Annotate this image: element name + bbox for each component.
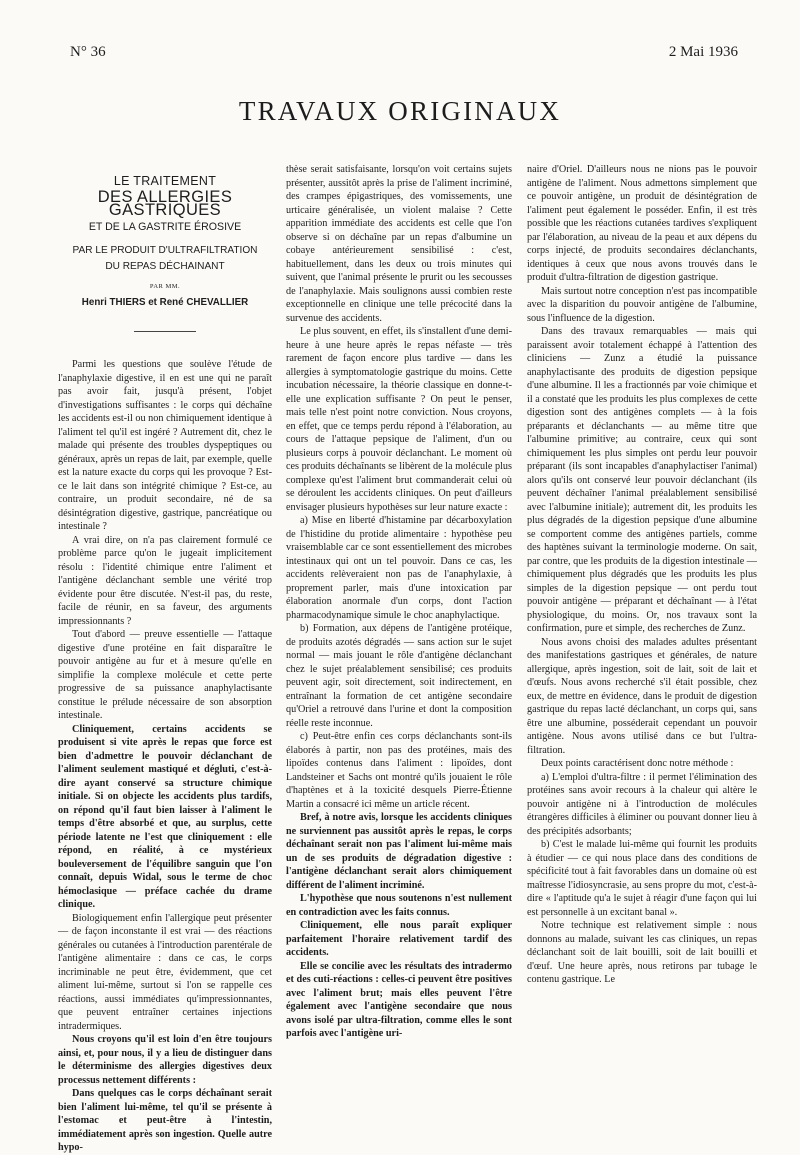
article-title-block bbox=[58, 175, 272, 332]
paragraph: Elle se concilie avec les résultats des intradermo et des cuti-réactions : celles-ci peuvent être positives avec l'aliment brut; mais elles peuvent l'être également avec l'antigène secondaire que nous avons isolé par ultra-filtration, comme elles le sont parfois avec l'antigène uri- bbox=[286, 960, 512, 1039]
paragraph: L'hypothèse que nous soutenons n'est nullement en contradiction avec les faits connus. bbox=[286, 893, 512, 918]
paragraph: Dans des travaux remarquables — mais qui paraissent avoir totalement échappé à l'attention des cliniciens — Zunz a étudié la puissance anaphylactisante des produits de digestion pepsique d'une albumine. Il les a fractionnés par voie chimique et il a constaté que les produits les plus complexes de cette digestion sont des antigènes complets — à la fois préparants et déclanchants — au même titre que l'albumine primitive; au contraire, ceux qui sont chimiquement les plus simples ont perdu leur pouvoir préparant (ils sont incapables d'anaphylactiser l'animal) alors qu'ils ont conservé leur pouvoir déclanchant (ils peuvent déchaîner l'animal préalablement sensibilisé avec l'albumine initiale); autrement dit, les produits les plus dégradés de la digestion pepsique d'une albumine se comportent comme des antigènes partiels, comme des haptènes suivant la terminologie moderne. On sait, par contre, que les produits de la digestion intestinale — chimiquement plus dégradés que les produits les plus simples de la digestion pepsique — ont perdu tout pouvoir antigène — préparant et déchaînant — à l'état physiologique, du moins. Or, nos travaux sont la confirmation, pure et simple, des recherches de Zunz. bbox=[527, 326, 757, 634]
article-subtitle-line-1: PAR LE PRODUIT D'ULTRAFILTRATION bbox=[72, 245, 258, 256]
paragraph: a) Mise en liberté d'histamine par décarboxylation de l'histidine du protide alimentaire : hypothèse peu vraisemblable car ce sont essentiellement des microbes intestinaux qui ont un tel pouvoir. Dans ce cas, les accidents relèveraient non pas de l'anaphylaxie, à proprement parler, mais d'une intoxication par élaboration anormale d'un corps, dont l'action pharmacodynamique simule le choc anaphylactique. bbox=[286, 515, 512, 621]
paragraph: Le plus souvent, en effet, ils s'installent d'une demi-heure à une heure après le repas néfaste — très rarement de façon encore plus tardive — dans les allergies à symptomatologie gastrique du moins. Cette incubation nécessaire, la théorie classique en donne-t-elle une explication suffisante ? On peut le penser, mais telle n'est point notre conviction. Nous croyons, en effet, que ce temps perdu répond à l'élaboration, au cours de l'attaque pepsique de l'aliment, d'un ou plusieurs corps à pouvoir déclanchant. Le moment où ces produits déchaînants se libèrent de la molécule plus complexe qu'est l'aliment brut commanderait celui où se déroulent les accidents cliniques. On peut d'ailleurs envisager plusieurs hypothèses sur leur nature exacte : bbox=[286, 326, 512, 513]
paragraph: Notre technique est relativement simple : nous donnons au malade, suivant les cas cliniques, un repas déclanchant soit de lait bouilli, soit de lait bouilli et d'œuf. Une heure après, nous retirons par tubage le contenu gastrique. Le bbox=[527, 920, 757, 985]
column-3 bbox=[527, 163, 757, 987]
column-1 bbox=[58, 163, 272, 1155]
paragraph: Deux points caractérisent donc notre méthode : bbox=[541, 758, 734, 769]
paragraph: c) Peut-être enfin ces corps déclanchants sont-ils élaborés à partir, non pas des protéines, mais des lipoïdes contenus dans l'aliment : lipoïdes, dont Landsteiner et Sachs ont montré qu'ils jouaient le rôle d'haptènes et à la toxicité desquels Pierre-Étienne Martin a consacré ici même un article récent. bbox=[286, 731, 512, 810]
paragraph: Tout d'abord — preuve essentielle — l'attaque digestive d'une protéine en fait disparaître le pouvoir antigène au fur et à mesure qu'elle en simplifie la complexe molécule et cette perte progressive de sa puissance anaphylactisante constitue le prélude nécessaire de son absorption intestinale. bbox=[58, 629, 272, 721]
paragraph: Cliniquement, certains accidents se produisent si vite après le repas que force est bien d'admettre le pouvoir déclanchant de l'aliment seulement mastiqué et dégluti, c'est-à-dire ayant conservé sa structure chimique initiale. Si on objecte les accidents plus tardifs, on répond qu'il faut bien laisser à l'aliment le temps d'être absorbé et que, au surplus, cette période latente ne l'est que cliniquement : elle répond, en réalité, à ce mystérieux bouleversement de l'équilibre sanguin que l'on connaît, depuis Widal, sous le terme de choc hémoclasique — préface cachée du drame clinique. bbox=[58, 723, 272, 910]
article-title-line-3: ET DE LA GASTRITE ÉROSIVE bbox=[88, 220, 242, 233]
article-title-line-2: DES ALLERGIES GASTRIQUES bbox=[97, 187, 233, 219]
issue-date: 2 Mai 1936 bbox=[668, 44, 738, 60]
paragraph: Bref, à notre avis, lorsque les accidents cliniques ne surviennent pas aussitôt après le repas, le corps déchaînant serait non pas l'aliment lui-même mais un de ses produits de dégradation digestive : l'antigène déclanchant serait alors chimiquement différent de l'aliment incriminé. bbox=[286, 812, 512, 891]
paragraph: A vrai dire, on n'a pas clairement formulé ce problème parce qu'on le jugeait implicitement résolu : l'identité chimique entre l'aliment et l'antigène déclanchant semble une vérité trop évidente pour être discutée. N'est-il pas, du reste, facile de réunir, en sa faveur, des arguments impressionnants ? bbox=[58, 534, 272, 627]
paragraph: Biologiquement enfin l'allergique peut présenter — de façon inconstante il est vrai — des réactions générales ou cutanées à l'introduction parentérale de l'antigène alimentaire : dans ce cas, le corps incriminable ne peut être, évidemment, que cet aliment lui-même, surtout si l'on se rappelle ces réactions, aussi immédiates qu'impressionnantes, que peuvent entraîner certaines injections intradermiques. bbox=[58, 912, 272, 1032]
paragraph: thèse serait satisfaisante, lorsqu'on voit certains sujets présenter, aussitôt après la prise de l'aliment incriminé, des crampes épigastriques, des vomissements, une urticaire généralisée, un violent malaise ? Cette apparition immédiate des accidents est celle que l'on observe si on déchaîne par un repas d'albumine un cobaye antérieurement sensibilisé : c'est, habituellement, dans les deux ou trois minutes qui suivent, que l'animal présente le prurit ou les secousses de l'anaphylaxie. Mais soulignons aussi combien reste exceptionnelle en clinique une telle précocité dans la survenue des accidents. bbox=[286, 164, 512, 324]
column-2 bbox=[286, 163, 512, 1041]
paragraph: b) Formation, aux dépens de l'antigène protéique, de produits azotés dégradés — sans action sur le sujet normal — mais jouant le rôle d'antigène déclanchant chez le sujet préalablement sensibilisé; ces produits peuvent agir, soit directement, soit indirectement, en entraînant la formation de cet antigène secondaire qu'Oriel a retrouvé dans l'urine et dont la composition réelle reste inconnue. bbox=[286, 623, 512, 729]
paragraph: b) C'est le malade lui-même qui fournit les produits à étudier — ce qui nous place dans des conditions de spécificité tout à fait favorables dans un domaine où est maîtresse l'idiosyncrasie, au sens propre du mot, c'est-à-dire « l'aptitude qu'a le sujet à réagir d'une façon qui lui est personnelle à un excitant banal ». bbox=[527, 839, 757, 918]
paragraph: Nous croyons qu'il est loin d'en être toujours ainsi, et, pour nous, il y a lieu de distinguer dans le déterminisme des allergies digestives deux processus nettement différents : bbox=[58, 1034, 272, 1086]
issue-number: N° 36 bbox=[70, 44, 106, 60]
article-title-line-1: LE TRAITEMENT bbox=[113, 174, 217, 188]
article-subtitle-line-2: DU REPAS DÉCHAINANT bbox=[105, 260, 225, 272]
paragraph: Parmi les questions que soulève l'étude de l'anaphylaxie digestive, il en est une qui ne paraît pas avoir fait, jusqu'à présent, l'objet d'investigations suffisantes : le corps qui déchaîne les accidents est-il ou non chimiquement identique à l'aliment tel qu'il est ingéré ? Autrement dit, chez le malade qui présente des troubles dyspeptiques ou généraux, après un repas de lait, par exemple, quelle est la nature exacte du corps qui les provoque ? Est-ce le lait dans son intégrité chimique ? Est-ce, au contraire, un produit secondaire, né de sa désintégration digestive, gastrique, pancréatique ou intestinale ? bbox=[58, 359, 272, 532]
paragraph: Nous avons choisi des malades adultes présentant des manifestations gastriques et générales, de nature allergique, après ingestion, soit de lait, soit de lait et d'œufs. Nous avons recherché s'il était possible, chez eux, de mettre en évidence, dans le produit de digestion gastrique du repas lacté déclanchant, un corps qui, sans être une albumine, posséderait cependant un pouvoir antigène. Nous avons utilisé dans ce but l'ultra-filtration. bbox=[527, 636, 757, 756]
paragraph: Cliniquement, elle nous paraît expliquer parfaitement l'horaire relativement tardif des accidents. bbox=[286, 920, 512, 958]
title-divider bbox=[134, 331, 196, 332]
paragraph: Dans quelques cas le corps déchaînant serait bien l'aliment lui-même, tel qu'il se présente à l'estomac et peut-être à l'intestin, immédiatement après son ingestion. Quelle autre hypo- bbox=[58, 1088, 272, 1153]
section-title: TRAVAUX ORIGINAUX bbox=[238, 96, 562, 126]
article-authors: Henri THIERS et René CHEVALLIER bbox=[81, 296, 249, 308]
byline-prefix: PAR MM. bbox=[149, 283, 181, 290]
paragraph: Mais surtout notre conception n'est pas incompatible avec la disparition du pouvoir antigène de l'albumine, sous l'influence de la digestion. bbox=[527, 285, 757, 324]
paragraph: a) L'emploi d'ultra-filtre : il permet l'élimination des protéines sans avoir recours à la chaleur qui altère le pouvoir antigène ni à l'introduction de molécules étrangères difficiles à éliminer ou pouvant donner lieu à des précipités adsorbants; bbox=[527, 771, 757, 837]
paragraph: naire d'Oriel. D'ailleurs nous ne nions pas le pouvoir antigène de l'aliment. Nous admettons simplement que ce pouvoir antigène, un produit de désintégration de l'aliment peut également le posséder. Enfin, il est très possible que les réactions cutanées tardives s'expliquent par l'élaboration, au niveau de la peau et aux dépens du corps injecté, de produits secondaires déclanchants, identiques à ceux que nous avons trouvés dans le produit d'ultra-filtration de digestion gastrique. bbox=[527, 164, 757, 283]
